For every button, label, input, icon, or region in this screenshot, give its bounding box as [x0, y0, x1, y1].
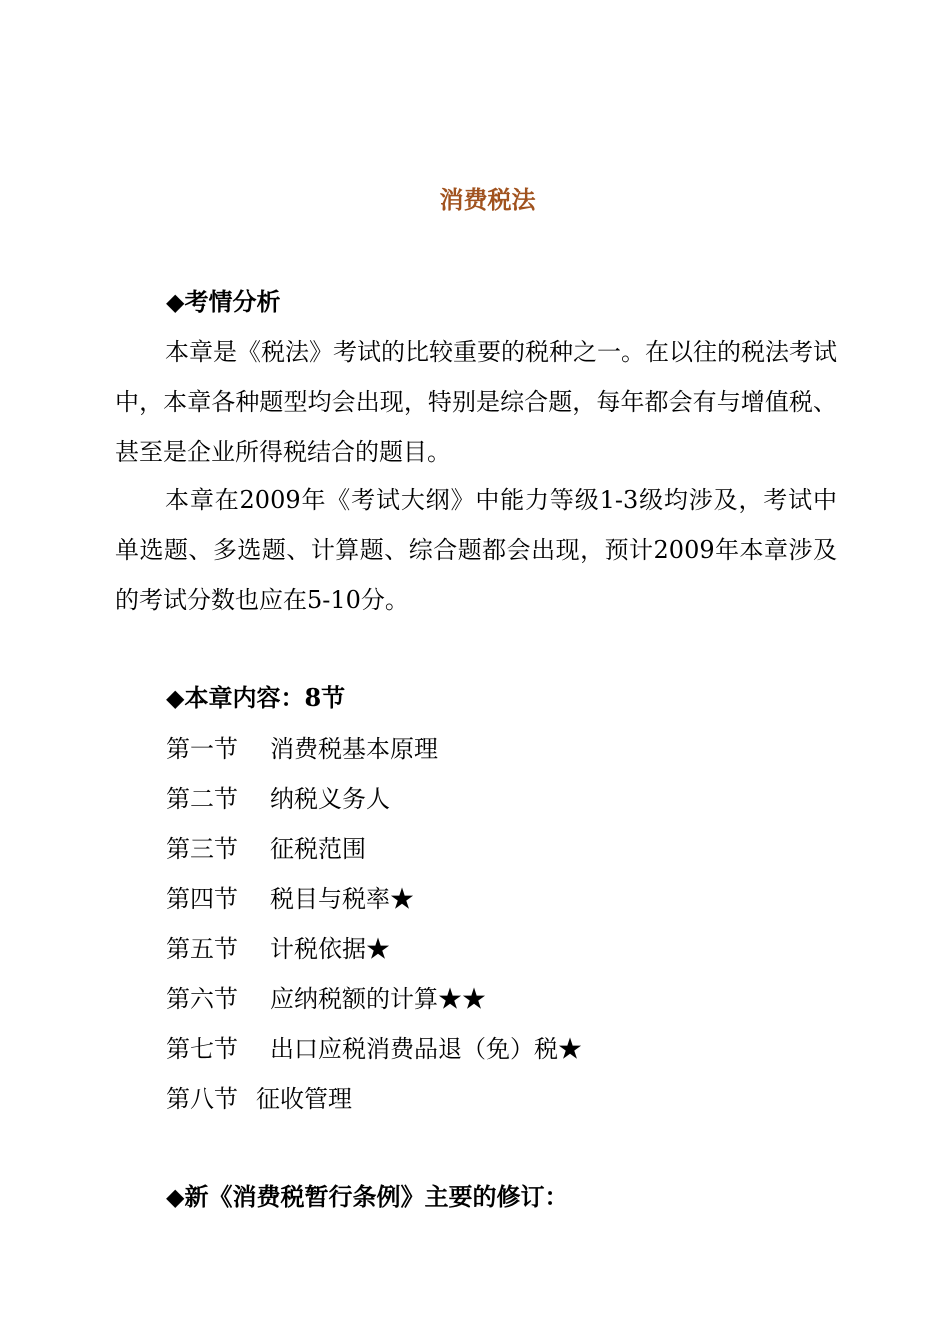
- section-number: 第四节: [166, 885, 238, 913]
- section-name: 征税范围: [270, 835, 366, 863]
- section-heading-chapter-contents: ◆本章内容：8节: [166, 683, 346, 712]
- section-name: 计税依据★: [270, 935, 390, 963]
- paragraph: 本章在2009年《考试大纲》中能力等级1-3级均涉及，考试中单选题、多选题、计算题、综合题都会出现，预计2009年本章涉及的考试分数也应在5-10分。: [115, 486, 837, 614]
- section-heading-exam-analysis: ◆考情分析: [166, 287, 281, 316]
- section-name: 税目与税率★: [270, 885, 414, 913]
- section-heading-regulation-revisions: ◆新《消费税暂行条例》主要的修订：: [166, 1182, 569, 1211]
- section-number: 第七节: [166, 1035, 238, 1063]
- section-number: 第八节: [166, 1085, 238, 1113]
- list-item: [166, 774, 582, 824]
- section-number: 第五节: [166, 935, 238, 963]
- list-item: [166, 824, 582, 874]
- section-name: 纳税义务人: [270, 785, 390, 813]
- document-title: 消费税法: [439, 185, 536, 214]
- section-name: 征收管理: [256, 1085, 352, 1113]
- section-number: 第一节: [166, 735, 238, 763]
- list-item: [166, 924, 582, 974]
- list-item: [166, 1074, 582, 1124]
- section-number: 第三节: [166, 835, 238, 863]
- list-item: [166, 974, 582, 1024]
- section-name: 出口应税消费品退（免）税★: [270, 1035, 582, 1063]
- list-item: [166, 724, 582, 774]
- paragraph: 本章是《税法》考试的比较重要的税种之一。在以往的税法考试中，本章各种题型均会出现，特别是综合题，每年都会有与增值税、甚至是企业所得税结合的题目。: [115, 338, 837, 466]
- section-number: 第二节: [166, 785, 238, 813]
- section-number: 第六节: [166, 985, 238, 1013]
- section-name: 消费税基本原理: [270, 735, 438, 763]
- chapter-section-list: [166, 724, 582, 1124]
- list-item: [166, 1024, 582, 1074]
- list-item: [166, 874, 582, 924]
- section-name: 应纳税额的计算★★: [270, 985, 486, 1013]
